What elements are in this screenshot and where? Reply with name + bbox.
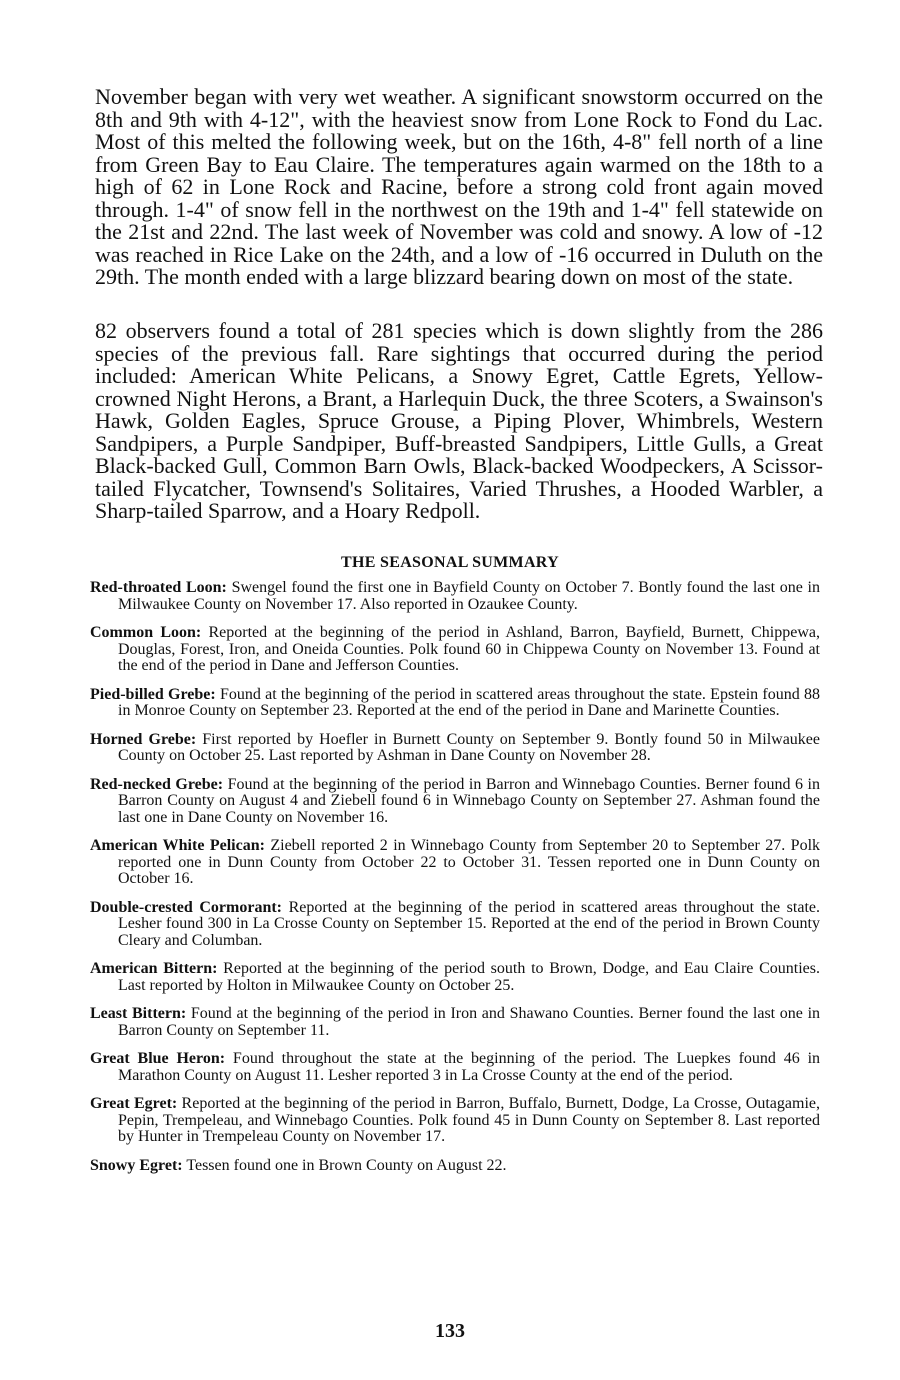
species-name: American Bittern: xyxy=(90,960,218,977)
species-name: American White Pelican: xyxy=(90,837,265,854)
intro-paragraph-weather: November began with very wet weather. A significant snowstorm occurred on the 8th and 9th with 4-12", with the heaviest snow from Lone Rock to Fond du Lac. Most of this melted the following week, but on the 16th, 4-8" fell north of a line from Green Bay to Eau Claire. The temperatures again warmed on the 18th to a high of 62 in Lone Rock and Racine, before a strong cold front again moved through. 1-4" of snow fell in the northwest on the 19th and 1-4" fell statewide on the 21st and 22nd. The last week of November was cold and snowy. A low of -12 was reached in Rice Lake on the 24th, and a low of -16 occurred in Duluth on the 29th. The month ended with a large blizzard bearing down on most of the state. xyxy=(95,84,823,289)
species-text: Ziebell reported 2 in Winnebago County from September 20 to September 27. Polk reported one in Dunn County from October 22 to October 31. Tessen reported one in Dunn County on October 16. xyxy=(118,837,821,887)
species-text: Reported at the beginning of the period in Barron, Buffalo, Burnett, Dodge, La Crosse, Outagamie, Pepin, Trempeleau, and Winnebago Counties. Polk found 45 in Dunn County on September 8. Last reported by Hunter in Trempeleau County on November 17. xyxy=(118,1095,821,1145)
species-name: Pied-billed Grebe: xyxy=(90,685,216,703)
species-name: Great Blue Heron: xyxy=(90,1050,226,1067)
section-heading: THE SEASONAL SUMMARY xyxy=(341,554,559,571)
species-entry xyxy=(90,1006,820,1039)
species-text: Found at the beginning of the period in Iron and Shawano Counties. Berner found the last one in Barron County on September 11. xyxy=(118,1005,821,1039)
species-text: Found at the beginning of the period in scattered areas throughout the state. Epstein found 88 in Monroe County on September 23. Reported at the end of the period in Dane and Marinette Counties. xyxy=(118,685,821,719)
species-entry xyxy=(90,1051,820,1084)
species-name: Double-crested Cormorant: xyxy=(90,898,282,916)
species-entry xyxy=(90,961,820,994)
species-name: Red-necked Grebe: xyxy=(90,775,224,793)
species-text: First reported by Hoefler in Burnett County on September 9. Bontly found 50 in Milwaukee County on October 25. Last reported by Ashman in Dane County on November 28. xyxy=(118,730,821,764)
species-entry xyxy=(90,580,820,613)
species-text: Found at the beginning of the period in Barron and Winnebago Counties. Berner found 6 in Barron County on August 4 and Ziebell found 6 in Winnebago County on September 27. Ashman found the last one in Dane County on November 16. xyxy=(118,775,821,826)
species-entry xyxy=(90,900,820,950)
species-name: Red-throated Loon: xyxy=(90,579,227,596)
intro-paragraph-observers: 82 observers found a total of 281 species which is down slightly from the 286 species of the previous fall. Rare sightings that occurred during the period included: American White Pelicans, a Snowy Egret, Cattle Egrets, Yellow-crowned Night Herons, a Brant, a Harlequin Duck, the three Scoters, a Swainson's Hawk, Golden Eagles, Spruce Grouse, a Piping Plover, Whimbrels, Western Sandpipers, a Purple Sandpiper, Buff-breasted Sandpipers, Little Gulls, a Great Black-backed Gull, Common Barn Owls, Black-backed Woodpeckers, A Scissor-tailed Flycatcher, Townsend's Solitaires, Varied Thrushes, a Hooded Warbler, a Sharp-tailed Sparrow, and a Hoary Redpoll. xyxy=(95,318,823,523)
species-text: Reported at the beginning of the period south to Brown, Dodge, and Eau Claire Counties. Last reported by Holton in Milwaukee County on October 25. xyxy=(118,960,820,994)
species-text: Reported at the beginning of the period in scattered areas throughout the state. Lesher found 300 in La Crosse County on September 15. Reported at the end of the period in Brown County Cleary and Columban. xyxy=(118,898,820,949)
species-name: Great Egret: xyxy=(90,1095,178,1112)
page-number: 133 xyxy=(435,1320,465,1342)
species-name: Common Loon: xyxy=(90,624,202,641)
species-entry xyxy=(90,1158,820,1175)
species-entry xyxy=(90,1096,820,1146)
species-entry xyxy=(90,687,820,720)
species-text: Reported at the beginning of the period in Ashland, Barron, Bayfield, Burnett, Chippewa, Douglas, Forest, Iron, and Oneida Counties. Polk found 60 in Chippewa County on November 13. Found at the end of the period in Dane and Jefferson Counties. xyxy=(118,624,821,674)
species-entry xyxy=(90,625,820,675)
species-entry xyxy=(90,777,820,827)
species-name: Horned Grebe: xyxy=(90,730,197,748)
species-list xyxy=(90,580,820,1186)
species-text: Swengel found the first one in Bayfield County on October 7. Bontly found the last one in Milwaukee County on November 17. Also reported in Ozaukee County. xyxy=(118,579,820,613)
species-text: Found throughout the state at the beginning of the period. The Luepkes found 46 in Marathon County on August 11. Lesher reported 3 in La Crosse County at the end of the period. xyxy=(118,1050,821,1084)
species-text: Tessen found one in Brown County on August 22. xyxy=(186,1156,507,1174)
species-name: Snowy Egret: xyxy=(90,1156,183,1174)
species-name: Least Bittern: xyxy=(90,1005,187,1022)
species-entry xyxy=(90,838,820,888)
species-entry xyxy=(90,732,820,765)
